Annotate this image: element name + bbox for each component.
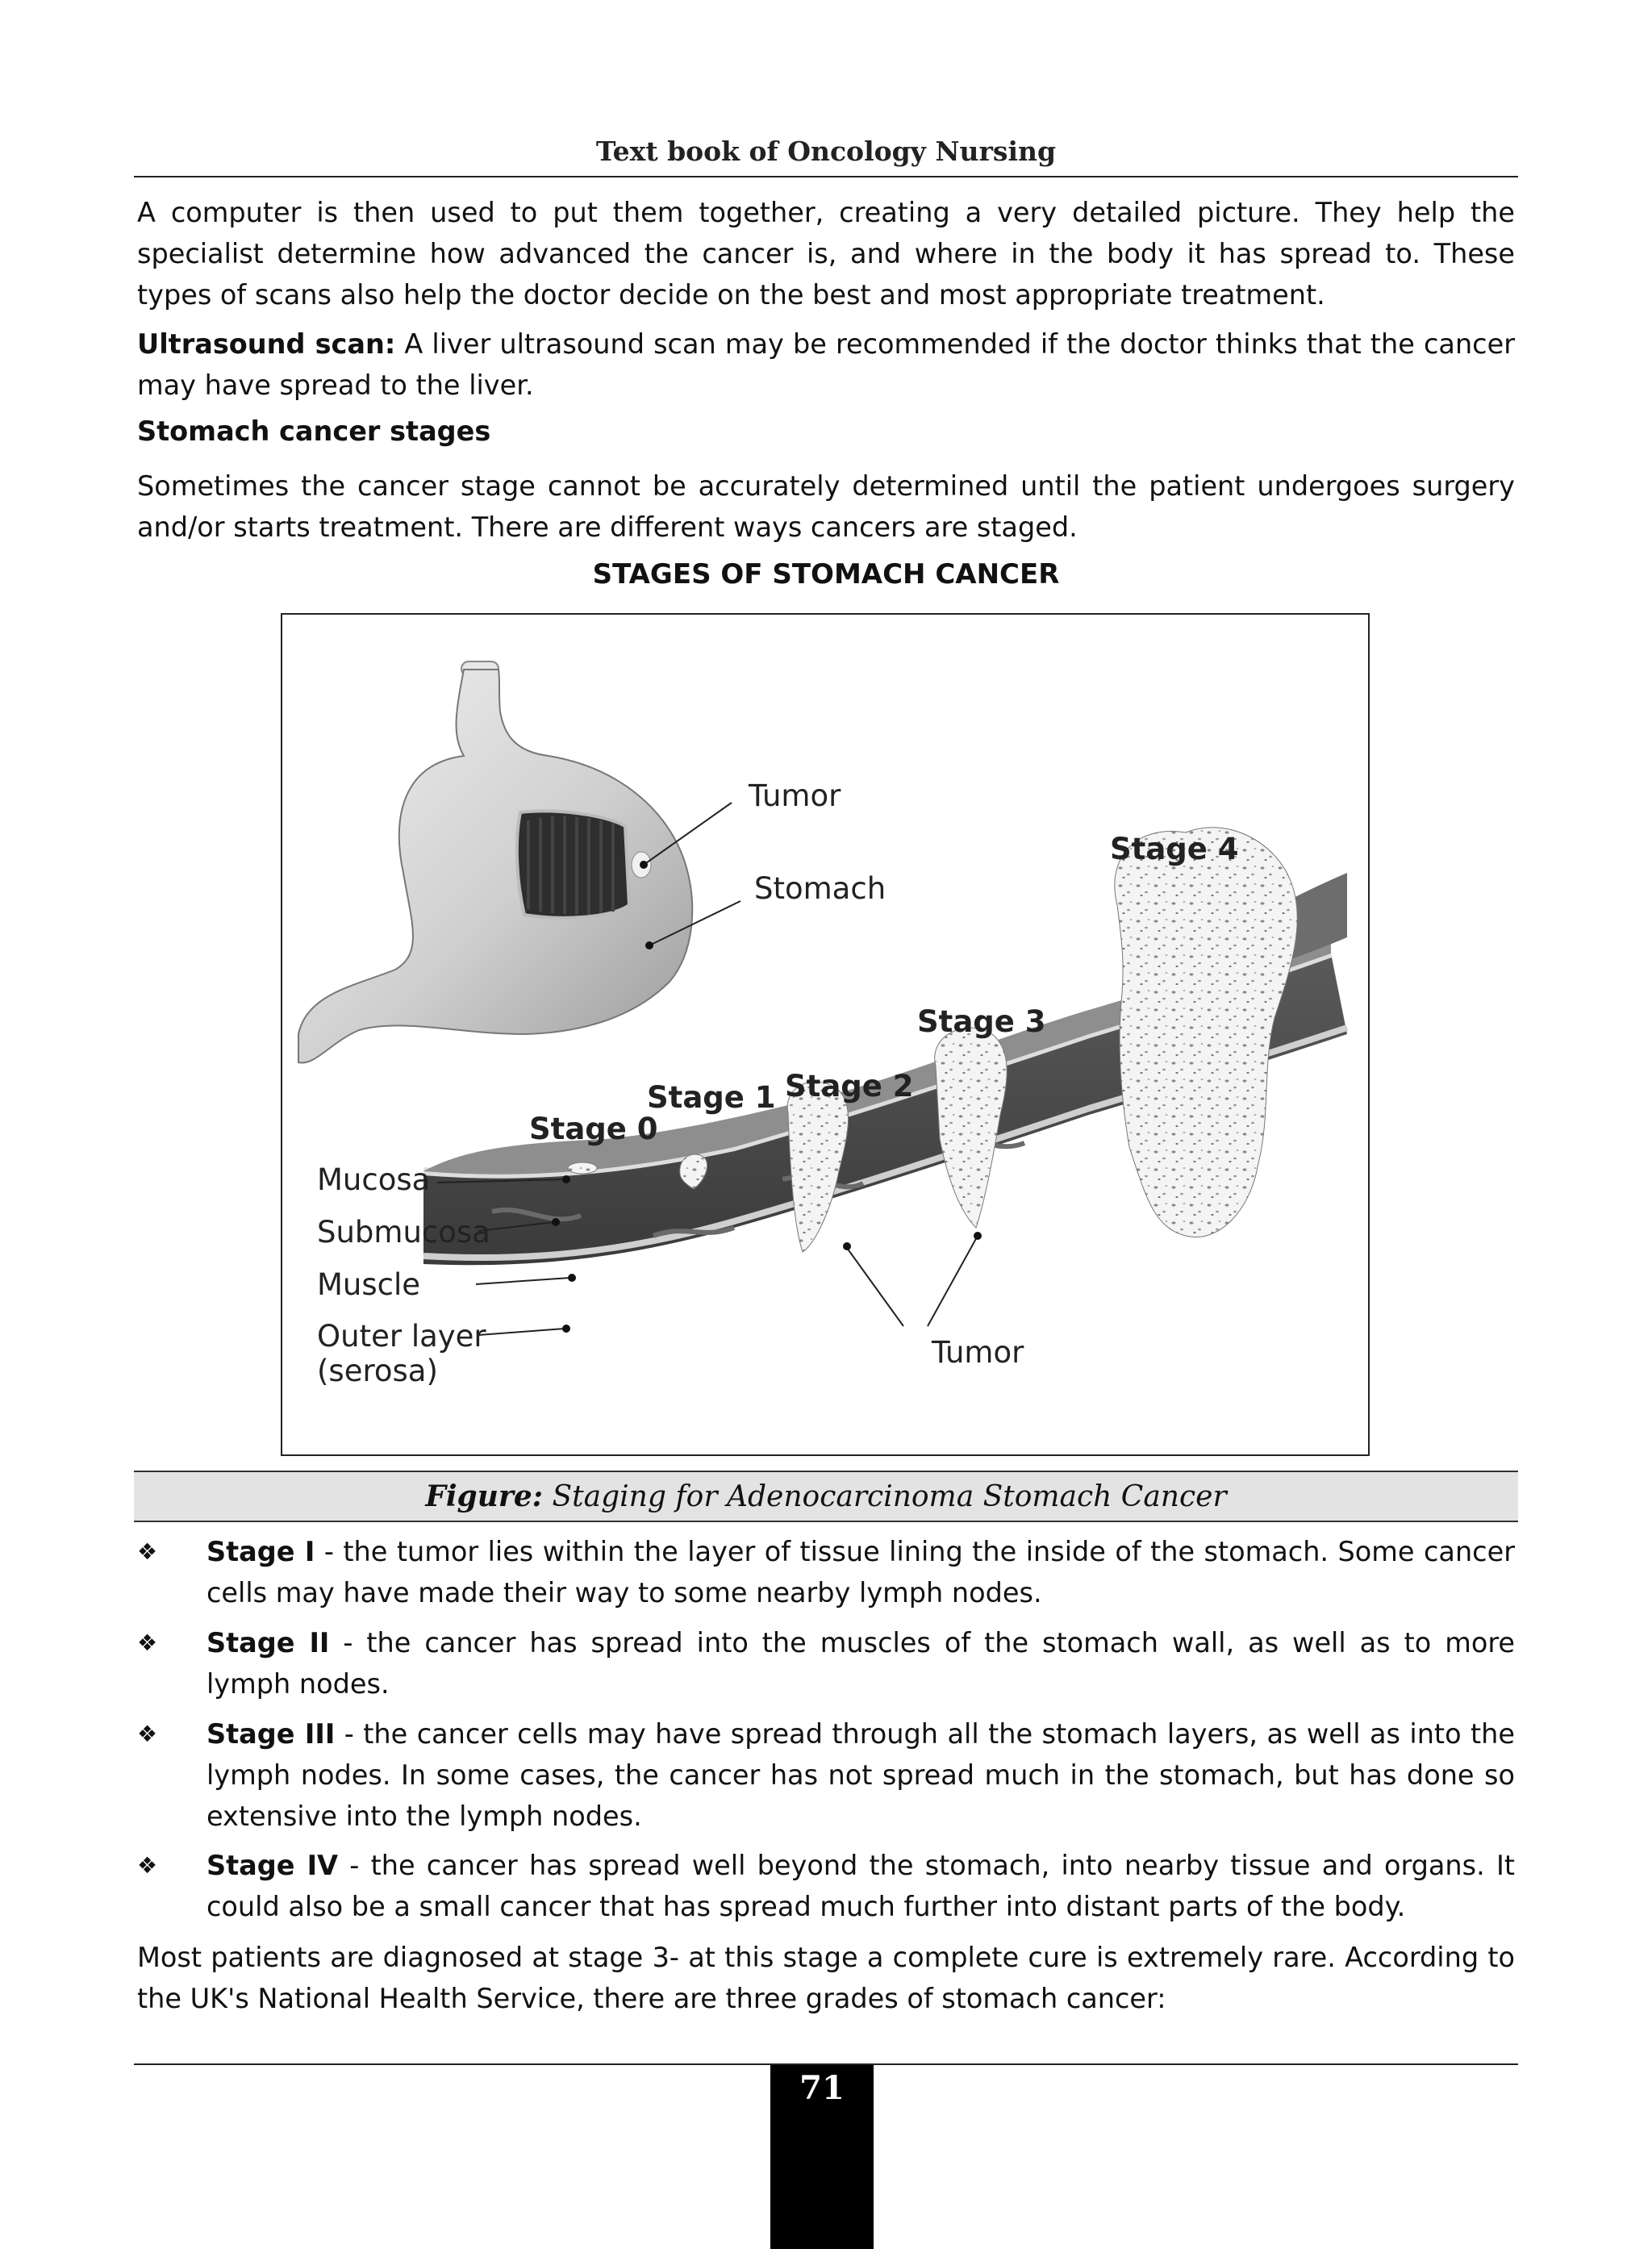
tumor-stage2 — [787, 1082, 848, 1252]
label-serosa: (serosa) — [317, 1354, 438, 1388]
label-stage3: Stage 3 — [917, 1004, 1046, 1039]
stage-description: - the cancer has spread well beyond the stomach, into nearby tissue and organs. It could also be a small cancer that has spread much further into distant parts of the body. — [206, 1850, 1515, 1922]
ultrasound-label: Ultrasound scan: — [137, 328, 396, 360]
stage-bullet-4 — [137, 1845, 1515, 1927]
paragraph-closing: Most patients are diagnosed at stage 3- at this stage a complete cure is extremely rare. According to the UK's National Health Service, there are three grades of stomach cancer: — [137, 1942, 1515, 2014]
stage-label: Stage IV — [206, 1850, 339, 1881]
label-stage2: Stage 2 — [785, 1069, 914, 1104]
stage-description: - the tumor lies within the layer of tissue lining the inside of the stomach. Some cancer cells may have made their way to some nearby lymph nodes. — [206, 1536, 1515, 1609]
diamond-bullet-icon: ❖ — [137, 1629, 158, 1656]
stage-label: Stage II — [206, 1627, 330, 1659]
stage-label: Stage III — [206, 1718, 336, 1750]
stomach-staging-diagram — [282, 615, 1368, 1454]
header-rule — [134, 176, 1518, 177]
paragraph-staging: Sometimes the cancer stage cannot be accurately determined until the patient undergoes surgery and/or starts treatment. There are different ways cancers are staged. — [137, 470, 1515, 543]
tumor-stage4 — [1115, 828, 1297, 1237]
diamond-bullet-icon: ❖ — [137, 1852, 158, 1879]
ultrasound-text: A liver ultrasound scan may be recommended if the doctor thinks that the cancer may have spread to the liver. — [137, 328, 1515, 401]
stage-bullet-3 — [137, 1713, 1515, 1837]
caption-label: Figure: — [425, 1479, 544, 1513]
figure-title: STAGES OF STOMACH CANCER — [592, 558, 1060, 590]
stage-label: Stage I — [206, 1536, 315, 1567]
stomach-organ — [298, 661, 692, 1063]
label-tumor-top: Tumor — [749, 778, 841, 813]
figure-illustration — [281, 613, 1370, 1456]
label-stage1: Stage 1 — [647, 1080, 776, 1115]
label-stage4: Stage 4 — [1110, 832, 1239, 866]
stage-bullet-1 — [137, 1531, 1515, 1613]
stage-description: - the cancer has spread into the muscles of the stomach wall, as well as to more lymph nodes. — [206, 1627, 1515, 1700]
tumor-stage0 — [568, 1162, 597, 1174]
diamond-bullet-icon: ❖ — [137, 1538, 158, 1565]
label-stomach: Stomach — [754, 871, 886, 906]
stage-description: - the cancer cells may have spread through all the stomach layers, as well as into the lymph nodes. In some cases, the cancer has not spread much in the stomach, but has done so extensive into the lymph nodes. — [206, 1718, 1515, 1832]
label-outer-layer: Outer layer — [317, 1319, 486, 1354]
tumor-stage3 — [935, 1028, 1007, 1228]
label-muscle: Muscle — [317, 1267, 421, 1302]
diamond-bullet-icon: ❖ — [137, 1721, 158, 1747]
paragraph-ultrasound — [137, 323, 1515, 406]
label-stage0: Stage 0 — [529, 1112, 658, 1146]
label-submucosa: Submucosa — [317, 1215, 490, 1250]
stage-bullet-2 — [137, 1622, 1515, 1704]
figure-caption — [134, 1471, 1518, 1522]
section-heading: Stomach cancer stages — [137, 415, 491, 447]
running-header: Text book of Oncology Nursing — [595, 136, 1057, 167]
paragraph-ct-scan: A computer is then used to put them together, creating a very detailed picture. They help the specialist determine how advanced the cancer is, and where in the body it has spread to. These types of scans also help the doctor decide on the best and most appropriate treatment. — [137, 197, 1515, 311]
label-tumor-bottom: Tumor — [932, 1335, 1024, 1370]
caption-text: Staging for Adenocarcinoma Stomach Cancer — [543, 1480, 1227, 1513]
label-mucosa: Mucosa — [317, 1162, 431, 1197]
page-number: 71 — [799, 2069, 845, 2107]
